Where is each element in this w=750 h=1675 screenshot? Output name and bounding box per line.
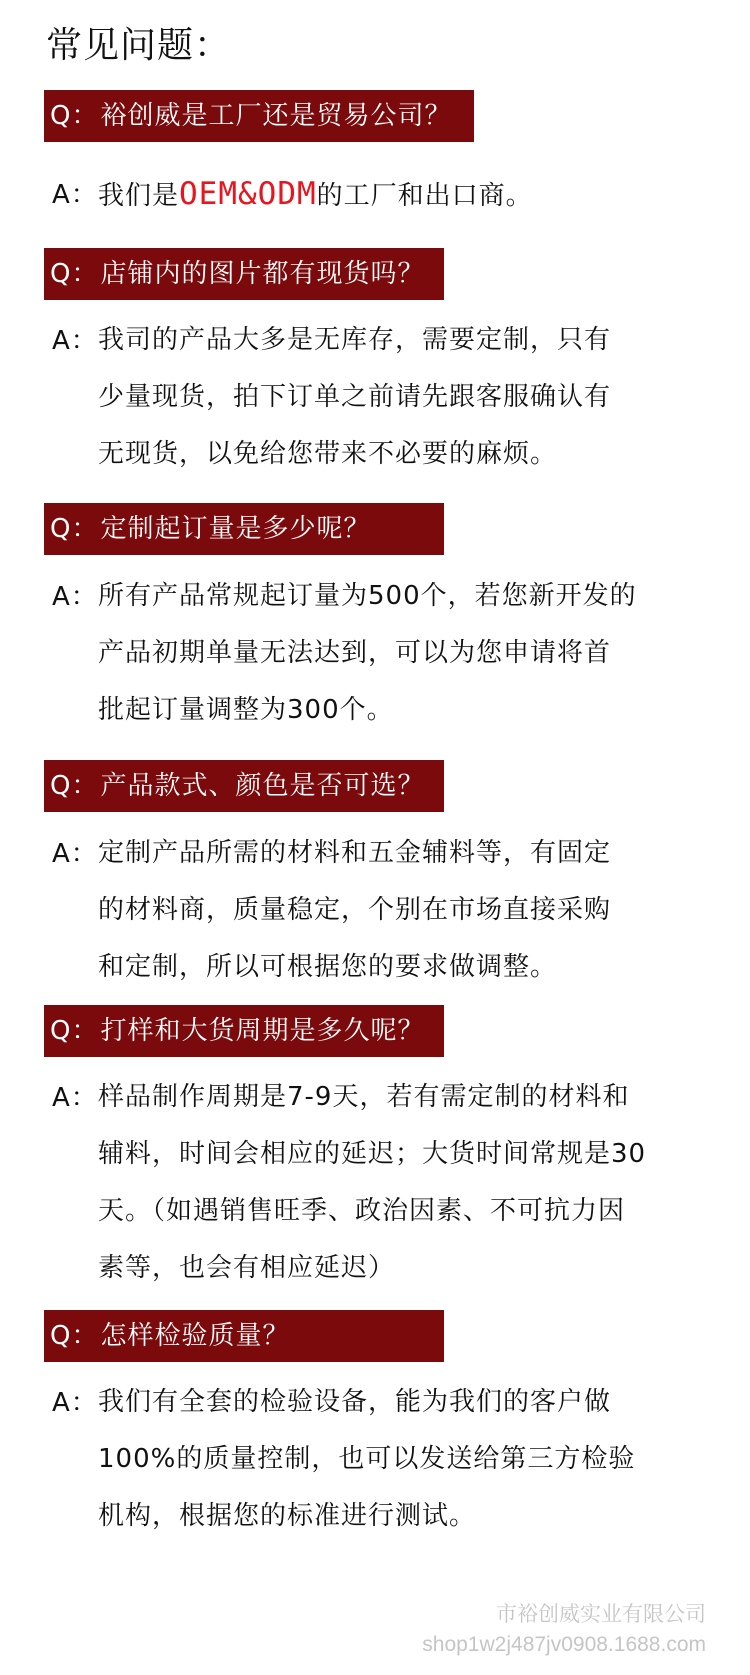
answer-line: 的材料商，质量稳定，个别在市场直接采购 xyxy=(98,895,612,925)
answer-line: 所有产品常规起订量为500个，若您新开发的 xyxy=(98,581,637,611)
watermark-company: 市裕创威实业有限公司 xyxy=(496,1603,706,1626)
answer-line: 产品初期单量无法达到，可以为您申请将首 xyxy=(98,638,612,668)
question-bar-4 xyxy=(44,760,444,812)
question-bar-6 xyxy=(44,1310,444,1362)
a-prefix: A： xyxy=(52,582,98,612)
q-prefix: Q： xyxy=(50,771,99,801)
answer-1 xyxy=(52,174,692,231)
watermark-url: shop1w2j487jv0908.1688.com xyxy=(422,1633,706,1656)
answer-line: 100%的质量控制，也可以发送给第三方检验 xyxy=(98,1444,636,1474)
page-title: 常见问题： xyxy=(46,25,232,66)
question-text: 打样和大货周期是多久呢？ xyxy=(100,1016,425,1046)
a-prefix: A： xyxy=(52,839,98,869)
question-text: 怎样检验质量？ xyxy=(100,1321,290,1351)
question-text: 裕创威是工厂还是贸易公司？ xyxy=(100,101,452,131)
answer-line: 样品制作周期是7-9天，若有需定制的材料和 xyxy=(98,1082,630,1112)
answer-6 xyxy=(52,1382,692,1553)
a-prefix: A： xyxy=(52,326,98,356)
answer-line: 辅料，时间会相应的延迟；大货时间常规是30 xyxy=(98,1139,647,1169)
answer-2 xyxy=(52,320,692,491)
answer-line: 批起订量调整为300个。 xyxy=(98,695,394,725)
answer-line: 我们有全套的检验设备，能为我们的客户做 xyxy=(98,1387,612,1417)
answer-4 xyxy=(52,833,692,1004)
answer-line: 无现货，以免给您带来不必要的麻烦。 xyxy=(98,439,558,469)
question-bar-1 xyxy=(44,90,474,142)
q-prefix: Q： xyxy=(50,1321,99,1351)
answer-line: 少量现货，拍下订单之前请先跟客服确认有 xyxy=(98,382,612,412)
q-prefix: Q： xyxy=(50,101,99,131)
q-prefix: Q： xyxy=(50,259,99,289)
answer-line: 素等，也会有相应延迟） xyxy=(98,1253,396,1283)
question-text: 定制起订量是多少呢？ xyxy=(100,514,371,544)
question-text: 店铺内的图片都有现货吗？ xyxy=(100,259,425,289)
answer-line: 我司的产品大多是无库存，需要定制，只有 xyxy=(98,325,612,355)
a-prefix: A： xyxy=(52,1083,98,1113)
question-text: 产品款式、颜色是否可选？ xyxy=(100,771,425,801)
question-bar-3 xyxy=(44,503,444,555)
answer-line: 天。（如遇销售旺季、政治因素、不可抗力因 xyxy=(98,1196,626,1226)
answer-text: 我们是 xyxy=(98,181,180,211)
a-prefix: A： xyxy=(52,180,98,210)
answer-line: 机构，根据您的标准进行测试。 xyxy=(98,1501,477,1531)
answer-3 xyxy=(52,576,692,747)
answer-line: 和定制，所以可根据您的要求做调整。 xyxy=(98,952,558,982)
q-prefix: Q： xyxy=(50,1016,99,1046)
q-prefix: Q： xyxy=(50,514,99,544)
a-prefix: A： xyxy=(52,1388,98,1418)
answer-line xyxy=(98,174,692,231)
answer-5 xyxy=(52,1077,692,1305)
question-bar-2 xyxy=(44,248,444,300)
answer-line: 定制产品所需的材料和五金辅料等，有固定 xyxy=(98,838,612,868)
watermark xyxy=(422,1600,706,1660)
answer-text: 的工厂和出口商。 xyxy=(316,181,533,211)
question-bar-5 xyxy=(44,1005,444,1057)
oem-odm-highlight: OEM&ODM xyxy=(179,176,317,212)
